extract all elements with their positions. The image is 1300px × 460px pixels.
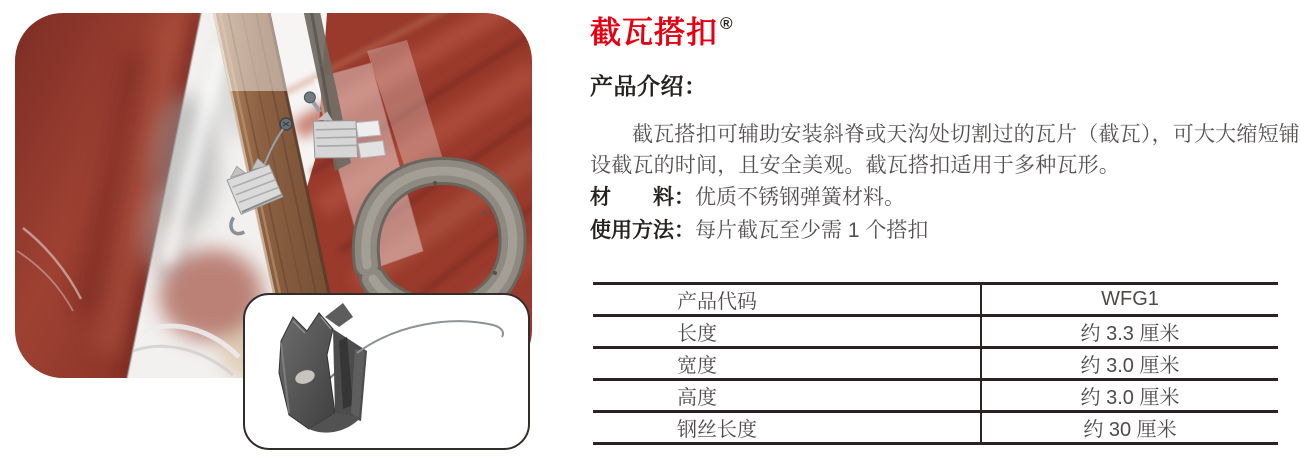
spec-value: 约 3.3 厘米 <box>981 316 1278 348</box>
clip-detail-graphic <box>245 295 528 448</box>
table-row <box>593 412 1278 444</box>
usage-label: 使用方法： <box>590 218 695 242</box>
product-info-panel <box>590 14 1300 445</box>
table-row <box>593 316 1278 348</box>
usage-line <box>590 215 1300 247</box>
material-value: 优质不锈钢弹簧材料。 <box>695 186 905 209</box>
screw <box>280 118 292 130</box>
material-label: 材 料： <box>590 186 695 209</box>
spec-value: 约 3.0 厘米 <box>981 380 1278 412</box>
spec-table <box>593 282 1278 445</box>
spec-name: 长度 <box>593 316 981 348</box>
registered-trademark: ® <box>720 14 733 33</box>
clip-detail-inset <box>243 293 530 450</box>
material-line <box>590 182 1300 214</box>
usage-value: 每片截瓦至少需 1 个搭扣 <box>695 218 929 242</box>
section-heading: 产品介绍： <box>590 73 708 99</box>
product-title: 截瓦搭扣 <box>590 15 718 50</box>
spec-name: 钢丝长度 <box>593 412 981 444</box>
table-row <box>593 380 1278 412</box>
table-row <box>593 284 1278 316</box>
spec-name: 产品代码 <box>593 284 981 316</box>
product-description: 截瓦搭扣可辅助安装斜脊或天沟处切割过的瓦片（截瓦），可大大缩短铺设截瓦的时间，且安全美观。截瓦搭扣适用于多种瓦形。 <box>590 123 1300 177</box>
table-row <box>593 348 1278 380</box>
clip-body <box>279 303 367 433</box>
spec-value: 约 3.0 厘米 <box>981 348 1278 380</box>
spec-value: 约 30 厘米 <box>981 412 1278 444</box>
wire-outer <box>357 321 503 353</box>
spec-name: 宽度 <box>593 348 981 380</box>
spec-name: 高度 <box>593 380 981 412</box>
spec-value: WFG1 <box>981 284 1278 316</box>
